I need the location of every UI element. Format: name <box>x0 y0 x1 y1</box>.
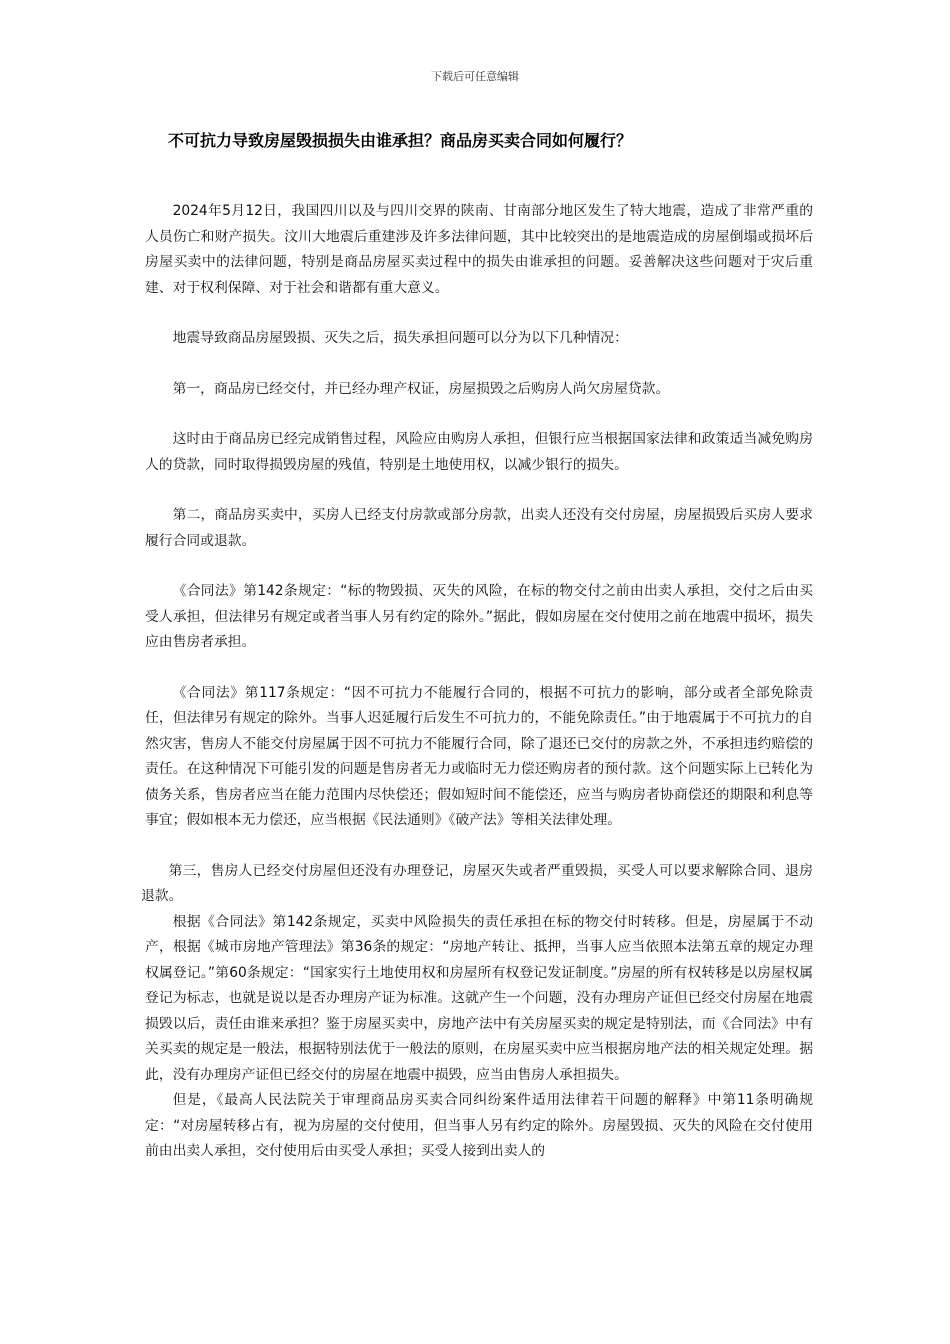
paragraph-case-one: 第一，商品房已经交付，并已经办理产权证，房屋损毁之后购房人尚欠房屋贷款。 <box>172 380 670 397</box>
document-body <box>141 199 813 1165</box>
paragraph-cases-overview: 地震导致商品房屋毁损、灭失之后，损失承担问题可以分为以下几种情况： <box>172 330 628 346</box>
paragraph-case-three-analysis: 根据《合同法》第142条规定，买卖中风险损失的责任承担在标的物交付时转移。但是，房屋属于不动产，根据《城市房地产管理法》第36条的规定：“房地产转让、抵押，当事人应当依照本法第五章的规定办理权属登记。”第60条规定：“国家实行土地使用权和房屋所有权登记发证制度。”房屋的所有权转移是以房屋权属登记为标志，也就是说以是否办理房产证为标准。这就产生一个问题，没有办理房产证但已经交付房屋在地震损毁以后，责任由谁来承担？鉴于房屋买卖中，房地产法中有关房屋买卖的规定是特别法，而《合同法》中有关买卖的规定是一般法，根据特别法优于一般法的原则，在房屋买卖中应当根据房地产法的相关规定处理。据此，没有办理房产证但已经交付的房屋在地震中损毁，应当由售房人承担损失。 <box>145 913 813 1083</box>
paragraph-case-three: 第三，售房人已经交付房屋但还没有办理登记，房屋灭失或者严重毁损，买受人可以要求解除合同、退房退款。 <box>141 862 813 904</box>
paragraph-judicial-interpretation: 但是，《最高人民法院关于审理商品房买卖合同纠纷案件适用法律若干问题的解释》中第11条明确规定：“对房屋转移占有，视为房屋的交付使用，但当事人另有约定的除外。房屋毁损、灭失的风险在交付使用前由出卖人承担，交付使用后由买受人承担；买受人接到出卖人的 <box>145 1092 813 1159</box>
page-header-note: 下载后可任意编辑 <box>431 70 519 83</box>
paragraph-case-one-analysis: 这时由于商品房已经完成销售过程，风险应由购房人承担，但银行应当根据国家法律和政策适当减免购房人的贷款，同时取得损毁房屋的残值，特别是土地使用权，以减少银行的损失。 <box>145 431 813 473</box>
paragraph-intro: 2024年5月12日，我国四川以及与四川交界的陕南、甘南部分地区发生了特大地震，造成了非常严重的人员伤亡和财产损失。汶川大地震后重建涉及许多法律问题，其中比较突出的是地震造成的房屋倒塌或损坏后房屋买卖中的法律问题，特别是商品房屋买卖过程中的损失由谁承担的问题。妥善解决这些问题对于灾后重建、对于权利保障、对于社会和谐都有重大意义。 <box>145 203 813 296</box>
paragraph-article-117: 《合同法》第117条规定：“因不可抗力不能履行合同的，根据不可抗力的影响，部分或者全部免除责任，但法律另有规定的除外。当事人迟延履行后发生不可抗力的，不能免除责任。”由于地震属于不可抗力的自然灾害，售房人不能交付房屋属于因不可抗力不能履行合同，除了退还已交付的房款之外，不承担违约赔偿的责任。在这种情况下可能引发的问题是售房者无力或临时无力偿还购房者的预付款。这个问题实际上已转化为债务关系，售房者应当在能力范围内尽快偿还；假如短时间不能偿还，应当与购房者协商偿还的期限和利息等事宜；假如根本无力偿还，应当根据《民法通则》《破产法》等相关法律处理。 <box>145 684 813 828</box>
paragraph-case-two: 第二，商品房买卖中，买房人已经支付房款或部分房款，出卖人还没有交付房屋，房屋损毁后买房人要求履行合同或退款。 <box>145 507 813 549</box>
document-title: 不可抗力导致房屋毁损损失由谁承担？商品房买卖合同如何履行？ <box>168 131 633 150</box>
paragraph-article-142: 《合同法》第142条规定：“标的物毁损、灭失的风险，在标的物交付之前由出卖人承担，交付之后由买受人承担，但法律另有规定或者当事人另有约定的除外。”据此，假如房屋在交付使用之前在地震中损坏，损失应由售房者承担。 <box>145 583 813 650</box>
